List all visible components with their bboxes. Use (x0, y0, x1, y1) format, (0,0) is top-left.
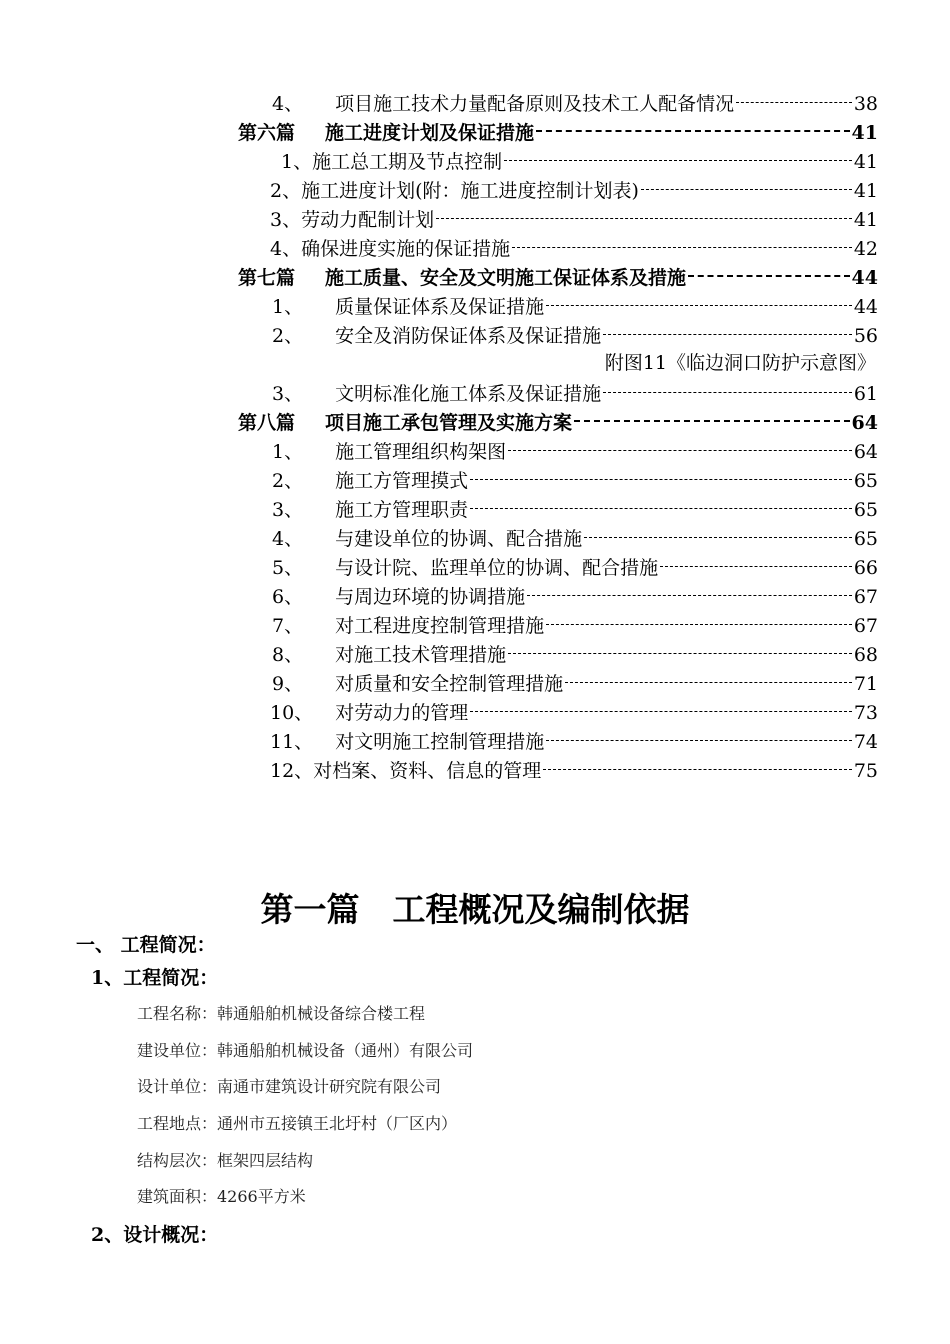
toc-title: 文明标准化施工体系及保证措施 (335, 383, 602, 405)
toc-item-row (0, 554, 878, 583)
toc-item-row (0, 583, 878, 612)
toc-title: 施工管理组织构架图 (335, 441, 507, 463)
toc-item-row (0, 380, 878, 409)
toc-number: 4、 (272, 93, 304, 115)
toc-page-number: 64 (853, 441, 878, 463)
toc-page-number: 44 (851, 267, 878, 289)
toc-number: 2、 (272, 470, 304, 492)
toc-item-row (0, 728, 878, 757)
toc-number: 1、 (281, 151, 313, 173)
info-project-name: 工程名称：韩通船舶机械设备综合楼工程 (137, 1004, 426, 1023)
toc-number: 7、 (272, 615, 304, 637)
toc-leader (546, 740, 852, 741)
toc-title: 与设计院、监理单位的协调、配合措施 (335, 557, 659, 579)
toc-page-number: 71 (853, 673, 878, 695)
toc-item-row (0, 293, 878, 322)
toc-item-row (0, 235, 878, 264)
toc-item-row (0, 206, 878, 235)
toc-number: 第七篇 (238, 267, 296, 289)
toc-number: 12、 (270, 760, 314, 782)
info-structure: 结构层次：框架四层结构 (137, 1151, 314, 1170)
toc-number: 4、 (272, 528, 304, 550)
toc-leader (660, 566, 852, 567)
toc-number: 10、 (270, 702, 314, 724)
toc-title: 与建设单位的协调、配合措施 (335, 528, 583, 550)
chapter-title: 第一篇 工程概况及编制依据 (260, 890, 690, 929)
toc-part-row (0, 119, 878, 148)
toc-number: 3、 (272, 383, 304, 405)
toc-leader (603, 392, 852, 393)
toc-title: 劳动力配制计划 (301, 209, 435, 231)
toc-page-number: 67 (853, 615, 878, 637)
toc-part-row (0, 409, 878, 438)
toc-title: 对劳动力的管理 (335, 702, 469, 724)
toc-item-row (0, 177, 878, 206)
toc-leader (504, 160, 852, 161)
toc-page-number: 41 (853, 180, 878, 202)
toc-item-row (0, 641, 878, 670)
toc-item-row (0, 525, 878, 554)
toc-leader (470, 508, 852, 509)
toc-number: 3、 (272, 499, 304, 521)
toc-item-row (0, 496, 878, 525)
info-client: 建设单位：韩通船舶机械设备（通州）有限公司 (137, 1041, 474, 1060)
toc-page-number: 65 (853, 499, 878, 521)
toc-item-row (0, 90, 878, 119)
toc-item-row (0, 322, 878, 351)
toc-item-row (0, 612, 878, 641)
toc-note: 附图11《临边洞口防护示意图》 (604, 352, 876, 374)
toc-page-number: 73 (853, 702, 878, 724)
toc-leader (641, 189, 852, 190)
toc-number: 1、 (272, 441, 304, 463)
toc-leader (546, 624, 852, 625)
toc-leader (603, 334, 852, 335)
toc-title: 对施工技术管理措施 (335, 644, 507, 666)
toc-leader (584, 537, 852, 538)
toc-number: 4、 (270, 238, 302, 260)
toc-item-row (0, 438, 878, 467)
toc-page-number: 41 (851, 122, 878, 144)
toc-leader (527, 595, 852, 596)
toc-page-number: 65 (853, 528, 878, 550)
section-heading: 一、 工程简况： (76, 934, 216, 956)
info-location: 工程地点：通州市五接镇王北圩村（厂区内） (137, 1114, 458, 1133)
toc-title: 施工总工期及节点控制 (312, 151, 503, 173)
toc-item-row (0, 699, 878, 728)
toc-title: 施工质量、安全及文明施工保证体系及措施 (325, 267, 687, 289)
toc-item-row (0, 670, 878, 699)
toc-leader (436, 218, 852, 219)
toc-page-number: 66 (853, 557, 878, 579)
info-area: 建筑面积：4266平方米 (137, 1187, 306, 1206)
toc-title: 安全及消防保证体系及保证措施 (335, 325, 602, 347)
toc-page-number: 44 (853, 296, 878, 318)
toc-leader (470, 711, 852, 712)
toc-title: 质量保证体系及保证措施 (335, 296, 545, 318)
toc-page-number: 41 (853, 151, 878, 173)
toc-leader (736, 102, 852, 103)
toc-title: 确保进度实施的保证措施 (301, 238, 511, 260)
subsection-heading: 1、工程简况： (91, 967, 219, 989)
toc-leader (470, 479, 852, 480)
toc-title: 对档案、资料、信息的管理 (313, 760, 542, 782)
toc-leader (512, 247, 852, 248)
toc-title: 项目施工技术力量配备原则及技术工人配备情况 (335, 93, 735, 115)
toc-number: 1、 (272, 296, 304, 318)
toc-number: 9、 (272, 673, 304, 695)
toc-number: 6、 (272, 586, 304, 608)
toc-leader (688, 275, 850, 277)
toc-title: 项目施工承包管理及实施方案 (325, 412, 573, 434)
toc-title: 施工进度计划及保证措施 (325, 122, 535, 144)
toc-title: 与周边环境的协调措施 (335, 586, 526, 608)
toc-number: 5、 (272, 557, 304, 579)
info-designer: 设计单位：南通市建筑设计研究院有限公司 (137, 1077, 442, 1096)
toc-page-number: 61 (853, 383, 878, 405)
toc-number: 2、 (270, 180, 302, 202)
toc-page-number: 74 (853, 731, 878, 753)
toc-page-number: 38 (853, 93, 878, 115)
subsection-heading: 2、设计概况： (91, 1224, 219, 1246)
toc-leader (536, 130, 850, 132)
toc-leader (543, 769, 852, 770)
toc-leader (508, 653, 852, 654)
toc-leader (546, 305, 852, 306)
toc-number: 3、 (270, 209, 302, 231)
toc-item-row (0, 467, 878, 496)
toc-number: 第八篇 (238, 412, 296, 434)
toc-title: 施工进度计划(附：施工进度控制计划表) (301, 180, 639, 202)
toc-leader (508, 450, 852, 451)
toc-number: 8、 (272, 644, 304, 666)
toc-title: 对工程进度控制管理措施 (335, 615, 545, 637)
toc-page-number: 64 (851, 412, 878, 434)
toc-title: 施工方管理摸式 (335, 470, 469, 492)
toc-title: 对质量和安全控制管理措施 (335, 673, 564, 695)
toc-page-number: 42 (853, 238, 878, 260)
toc-number: 2、 (272, 325, 304, 347)
toc-page-number: 68 (853, 644, 878, 666)
toc-title: 施工方管理职责 (335, 499, 469, 521)
toc-page-number: 56 (853, 325, 878, 347)
toc-page-number: 75 (853, 760, 878, 782)
toc-item-row (0, 148, 878, 177)
toc-leader (565, 682, 852, 683)
toc-leader (574, 420, 850, 422)
toc-part-row (0, 264, 878, 293)
toc-page-number: 67 (853, 586, 878, 608)
toc-number: 第六篇 (238, 122, 296, 144)
toc-item-row (0, 757, 878, 786)
toc-title: 对文明施工控制管理措施 (335, 731, 545, 753)
toc-page-number: 41 (853, 209, 878, 231)
toc-page-number: 65 (853, 470, 878, 492)
toc-number: 11、 (270, 731, 314, 753)
